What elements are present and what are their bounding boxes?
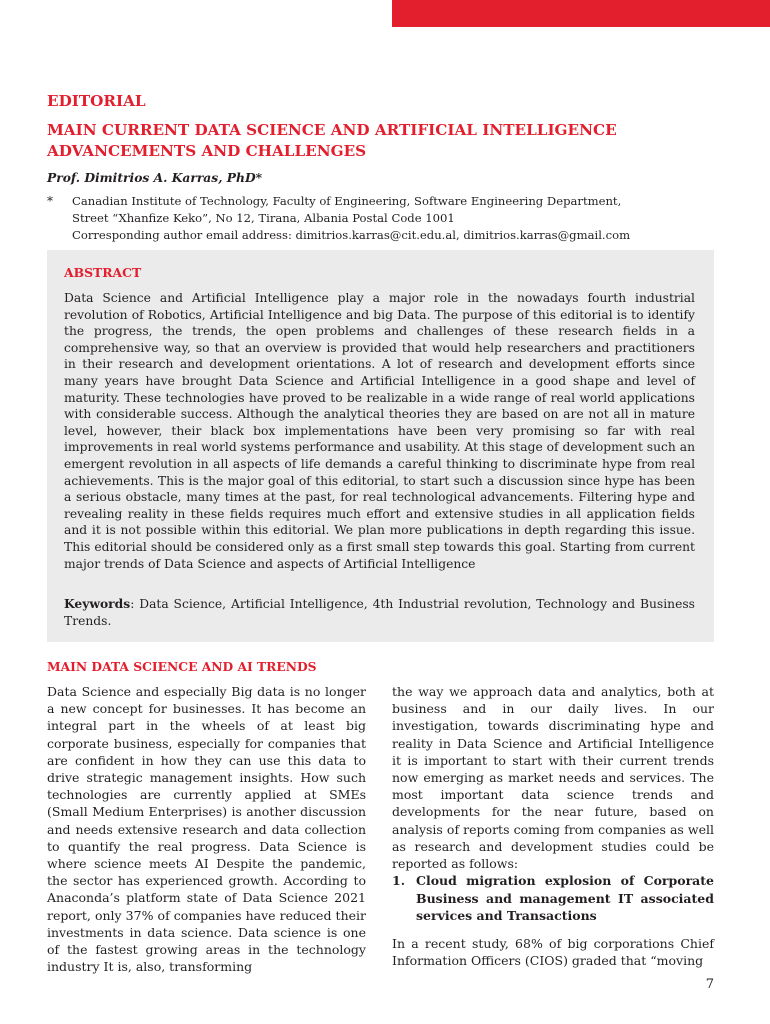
abstract-text: Data Science and Artificial Intelligence play a major role in the nowadays fourth industrial revolution of Robotics, Artificial Intelligence and big Data. The purpose of this editorial is to identify the progress, the trends, the open problems and challenges of these research fields in a comprehensive way, so that an overview is provided that would help researchers and practitioners in their research and development orientations. A lot of research and development efforts since many years have brought Data Science and Artificial Intelligence in a good shape and level of maturity. These technologies have proved to be realizable in a wide range of real world applications with considerable success. Although the analytical theories they are based on are not all in mature level, however, their black box implementations have been very promising so far with real improvements in real world systems performance and usability. At this stage of development such an emergent revolution in all aspects of life demands a careful thinking to discriminate hype from real achievements. This is the major goal of this editorial, to start such a discussion since hype has been a serious obstacle, many times at the past, for real technological advancements. Filtering hype and revealing reality in these fields requires much effort and extensive studies in all application fields and it is not possible within this editorial. We plan more publications in depth regarding this issue. This editorial should be considered only as a first small step towards this goal. Starting from current major trends of Data Science and aspects of Artificial Intelligence bbox=[64, 291, 695, 571]
list-item-text: Cloud migration explosion of Corporate Business and management IT associated services and Transactions bbox=[416, 873, 714, 923]
abstract-heading: ABSTRACT bbox=[64, 265, 142, 280]
list-number: 1. bbox=[392, 873, 406, 888]
affiliation-line: Street “Xhanfize Keko”, No 12, Tirana, Albania Postal Code 1001 bbox=[72, 211, 455, 225]
keywords bbox=[64, 596, 695, 629]
author-name: Prof. Dimitrios A. Karras, PhD* bbox=[47, 170, 263, 185]
editorial-label: EDITORIAL bbox=[47, 92, 146, 110]
right-column-intro: the way we approach data and analytics, both at business and in our daily lives. In our investigation, towards discriminating hype and reality in Data Science and Artificial Intelligence it is important to start with their current trends now emerging as market needs and services. The most important data science trends and developments for the near future, based on analysis of reports coming from companies as well as research and development studies could be reported as follows: bbox=[392, 684, 714, 872]
keywords-text: : Data Science, Artificial Intelligence, 4th Industrial revolution, Technology and Business Trends. bbox=[64, 597, 695, 628]
affiliation-marker: * bbox=[47, 194, 53, 208]
section-heading: MAIN DATA SCIENCE AND AI TRENDS bbox=[47, 659, 317, 674]
keywords-label: Keywords bbox=[64, 596, 131, 611]
left-column-text: Data Science and especially Big data is no longer a new concept for businesses. It has become an integral part in the wheels of at least big corporate business, especially for companies that are confident in how they can use this data to drive strategic management insights. How such technologies are currently applied at SMEs (Small Medium Enterprises) is another discussion and needs extensive research and data collection to quantify the real progress. Data Science is where science meets AI Despite the pandemic, the sector has experienced growth. According to Anaconda’s platform state of Data Science 2021 report, only 37% of companies have reduced their investments in data science. Data science is one of the fastest growing areas in the technology industry It is, also, transforming bbox=[47, 684, 366, 975]
list-item bbox=[392, 872, 714, 925]
affiliation-line: Corresponding author email address: dimitrios.karras@cit.edu.al, dimitrios.karras@gmail.com bbox=[72, 228, 631, 242]
affiliation-block bbox=[72, 193, 630, 244]
header-accent-bar bbox=[392, 0, 770, 27]
affiliation-line: Canadian Institute of Technology, Faculty of Engineering, Software Engineering Department, bbox=[72, 194, 622, 208]
abstract-box bbox=[47, 250, 714, 642]
paper-title: MAIN CURRENT DATA SCIENCE AND ARTIFICIAL INTELLIGENCE ADVANCEMENTS AND CHALLENGES bbox=[47, 121, 617, 160]
page-number: 7 bbox=[705, 977, 714, 992]
right-column-continued: In a recent study, 68% of big corporations Chief Information Officers (CIOS) graded that “moving bbox=[392, 936, 714, 969]
